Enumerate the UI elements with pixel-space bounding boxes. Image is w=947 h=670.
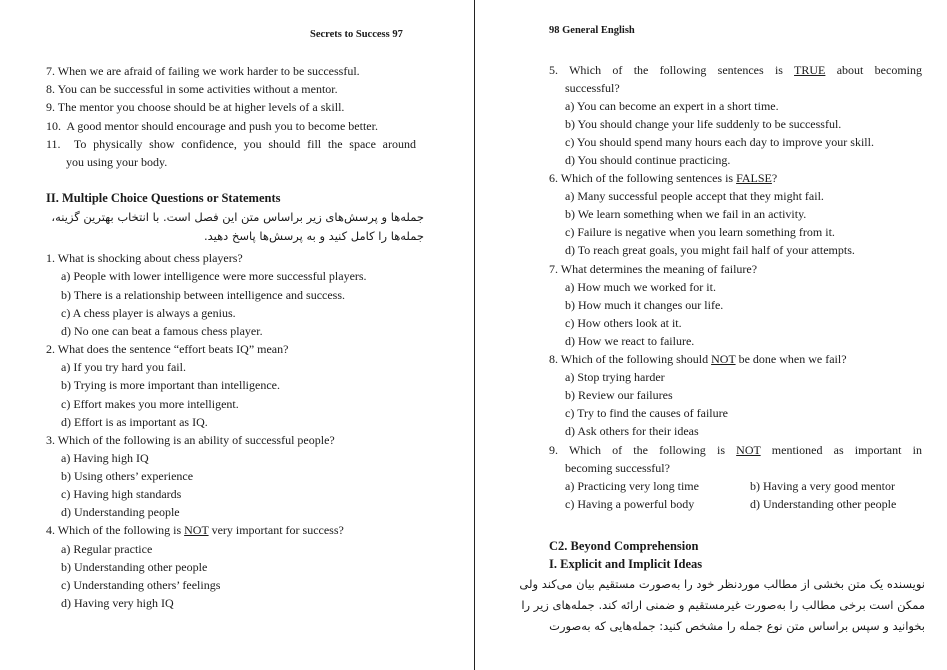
statement-10: 10. A good mentor should encourage and push you to become better.	[46, 119, 378, 133]
statement-7: 7. When we are afraid of failing we work harder to be successful.	[46, 64, 360, 78]
statement-11: 11. To physically show confidence, you should fill the space around	[46, 137, 416, 151]
question-2-option-a: a) If you try hard you fail.	[61, 360, 186, 374]
question-3-option-d: d) Understanding people	[61, 505, 180, 519]
question-3-option-b: b) Using others’ experience	[61, 469, 194, 483]
book-spine-divider	[474, 0, 484, 670]
question-9-option-c: c) Having a powerful body	[565, 497, 695, 511]
question-8-option-d: d) Ask others for their ideas	[565, 424, 699, 438]
question-8-stem: 8. Which of the following should NOT be done when we fail?	[549, 352, 847, 366]
question-7-option-a: a) How much we worked for it.	[565, 280, 716, 294]
instructions-fa-line1: جمله‌ها و پرسش‌های زیر براساس متن این فصل است. با انتخاب بهترین گزینه،	[51, 210, 424, 224]
question-4-option-b: b) Understanding other people	[61, 560, 208, 574]
question-9-stem-cont: becoming successful?	[565, 461, 670, 475]
question-7-stem: 7. What determines the meaning of failure?	[549, 262, 758, 276]
question-3-option-a: a) Having high IQ	[61, 451, 149, 465]
paragraph-fa-line1: نویسنده یک متن بخشی از مطالب موردنظر خود را به‌صورت مستقیم بیان می‌کند ولی	[519, 577, 925, 591]
question-1-option-c: c) A chess player is always a genius.	[61, 306, 236, 320]
left-page	[0, 0, 472, 670]
section-heading-multiple-choice: II. Multiple Choice Questions or Statements	[46, 191, 281, 205]
question-5-stem-cont: successful?	[565, 81, 620, 95]
right-page	[485, 0, 947, 670]
statement-11-cont: you using your body.	[66, 155, 168, 169]
question-3-stem: 3. Which of the following is an ability of successful people?	[46, 433, 335, 447]
question-9-option-b: b) Having a very good mentor	[750, 479, 895, 493]
question-9-option-d: d) Understanding other people	[750, 497, 897, 511]
question-2-option-d: d) Effort is as important as IQ.	[61, 415, 208, 429]
question-2-option-b: b) Trying is more important than intelligence.	[61, 378, 280, 392]
question-6-option-c: c) Failure is negative when you learn something from it.	[565, 225, 835, 239]
question-4-option-a: a) Regular practice	[61, 542, 153, 556]
question-2-stem: 2. What does the sentence “effort beats IQ” mean?	[46, 342, 289, 356]
question-1-option-b: b) There is a relationship between intelligence and success.	[61, 288, 346, 302]
question-5-option-a: a) You can become an expert in a short time.	[565, 99, 779, 113]
question-1-option-a: a) People with lower intelligence were more successful players.	[61, 269, 367, 283]
question-5-option-d: d) You should continue practicing.	[565, 153, 731, 167]
question-3-option-c: c) Having high standards	[61, 487, 182, 501]
question-7-option-b: b) How much it changes our life.	[565, 298, 724, 312]
question-2-option-c: c) Effort makes you more intelligent.	[61, 397, 239, 411]
question-4-option-c: c) Understanding others’ feelings	[61, 578, 221, 592]
question-6-option-b: b) We learn something when we fail in an activity.	[565, 207, 807, 221]
question-5-stem: 5. Which of the following sentences is TRUE about becoming	[549, 63, 922, 77]
statement-9: 9. The mentor you choose should be at higher levels of a skill.	[46, 100, 345, 114]
question-4-option-d: d) Having very high IQ	[61, 596, 174, 610]
section-heading-c2: C2. Beyond Comprehension	[549, 539, 699, 553]
instructions-fa-line2: جمله‌ها را کامل کنید و به پرسش‌ها پاسخ دهید.	[203, 229, 424, 243]
question-1-stem: 1. What is shocking about chess players?	[46, 251, 243, 265]
statement-8: 8. You can be successful in some activities without a mentor.	[46, 82, 338, 96]
question-9-option-a: a) Practicing very long time	[565, 479, 699, 493]
paragraph-fa-line3: بخوانید و سپس براساس متن نوع جمله را مشخص کنید: جمله‌هایی که به‌صورت	[549, 619, 925, 633]
question-6-option-d: d) To reach great goals, you might fail half of your attempts.	[565, 243, 855, 257]
question-7-option-d: d) How we react to failure.	[565, 334, 695, 348]
question-7-option-c: c) How others look at it.	[565, 316, 682, 330]
question-4-stem: 4. Which of the following is NOT very important for success?	[46, 523, 344, 537]
section-heading-explicit-implicit: I. Explicit and Implicit Ideas	[549, 557, 703, 571]
question-6-option-a: a) Many successful people accept that they might fail.	[565, 189, 824, 203]
paragraph-fa-line2: ممکن است برخی مطالب را به‌صورت غیرمستقیم و ضمنی ارائه کند. جمله‌های زیر را	[521, 598, 925, 612]
question-5-option-b: b) You should change your life suddenly to be successful.	[565, 117, 842, 131]
page-header-left: Secrets to Success 97	[310, 29, 403, 40]
question-8-option-a: a) Stop trying harder	[565, 370, 665, 384]
question-1-option-d: d) No one can beat a famous chess player.	[61, 324, 263, 338]
question-9-stem: 9. Which of the following is NOT mentioned as important in	[549, 443, 922, 457]
question-8-option-c: c) Try to find the causes of failure	[565, 406, 728, 420]
question-8-option-b: b) Review our failures	[565, 388, 673, 402]
question-6-stem: 6. Which of the following sentences is FALSE?	[549, 171, 778, 185]
page-header-right: 98 General English	[549, 25, 635, 36]
question-5-option-c: c) You should spend many hours each day to improve your skill.	[565, 135, 874, 149]
